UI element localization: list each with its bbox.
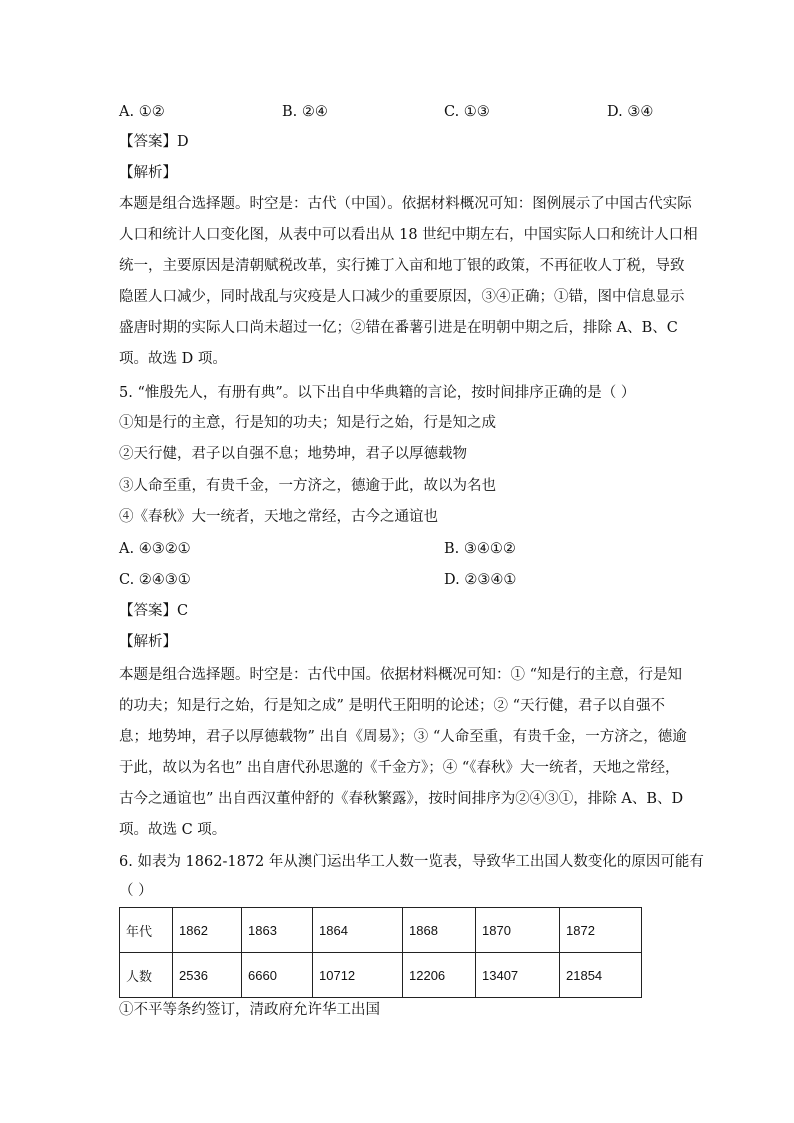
q4-option-d[interactable]: D. ③④: [607, 104, 654, 120]
q5-statement: ④《春秋》大一统者，天地之常经，古今之通谊也: [119, 509, 438, 525]
q5-stem: 5. “惟殷先人，有册有典”。以下出自中华典籍的言论，按时间排序正确的是（ ）: [119, 385, 636, 401]
q5-analysis-line: 息；地势坤，君子以厚德载物” 出自《周易》；③ “人命至重，有贵千金，一方济之，德逾: [119, 729, 687, 745]
table-cell: 13407: [476, 953, 560, 998]
q5-statement: ①知是行的主意，行是知的功夫；知是行之始，行是知之成: [119, 415, 496, 431]
q4-analysis-heading: 【解析】: [119, 165, 177, 181]
q4-analysis-line: 统一，主要原因是清朝赋税改革，实行摊丁入亩和地丁银的政策，不再征收人丁税，导致: [119, 258, 685, 274]
q5-statement: ②天行健，君子以自强不息；地势坤，君子以厚德载物: [119, 446, 467, 462]
q5-statement: ③人命至重，有贵千金，一方济之，德逾于此，故以为名也: [119, 478, 496, 494]
q4-option-c[interactable]: C. ①③: [444, 104, 490, 120]
q4-analysis-line: 盛唐时期的实际人口尚未超过一亿；②错在番薯引进是在明朝中期之后，排除 A、B、C: [119, 320, 678, 336]
q5-option-b[interactable]: B. ③④①②: [444, 541, 516, 557]
q5-option-d[interactable]: D. ②③④①: [444, 572, 517, 588]
q6-statement: ①不平等条约签订，清政府允许华工出国: [119, 1002, 380, 1018]
q5-analysis-line: 古今之通谊也” 出自西汉董仲舒的《春秋繁露》，按时间排序为②④③①，排除 A、B、D: [119, 791, 684, 807]
table-cell: 年代: [120, 908, 173, 953]
q4-analysis-line: 隐匿人口减少，同时战乱与灾疫是人口减少的重要原因，③④正确；①错，图中信息显示: [119, 289, 685, 305]
table-row: [120, 908, 642, 953]
q6-stem-bracket: （ ）: [119, 883, 153, 899]
table-cell: 1862: [173, 908, 242, 953]
q5-option-c[interactable]: C. ②④③①: [119, 572, 191, 588]
table-cell: 1863: [242, 908, 313, 953]
table-cell: 1872: [560, 908, 642, 953]
table-cell: 1868: [403, 908, 476, 953]
table-cell: 1870: [476, 908, 560, 953]
q4-option-a[interactable]: A. ①②: [119, 104, 165, 120]
table-cell: 10712: [313, 953, 403, 998]
q5-analysis-line: 项。故选 C 项。: [119, 822, 227, 838]
q5-analysis-heading: 【解析】: [119, 634, 177, 650]
q5-analysis-line: 于此，故以为名也” 出自唐代孙思邈的《千金方》；④ “《春秋》大一统者，天地之常经，: [119, 760, 680, 776]
q5-answer: 【答案】C: [119, 603, 189, 619]
table-cell: 6660: [242, 953, 313, 998]
q6-stem: 6. 如表为 1862-1872 年从澳门运出华工人数一览表，导致华工出国人数变化的原因可能有: [119, 854, 704, 870]
table-cell: 21854: [560, 953, 642, 998]
table-cell: 1864: [313, 908, 403, 953]
emigration-table: [119, 907, 642, 998]
table-row: [120, 953, 642, 998]
q4-analysis-line: 人口和统计人口变化图，从表中可以看出从 18 世纪中期左右，中国实际人口和统计人口相: [119, 227, 698, 243]
q4-analysis-line: 项。故选 D 项。: [119, 351, 227, 367]
table-cell: 人数: [120, 953, 173, 998]
q4-answer: 【答案】D: [119, 134, 189, 150]
q5-analysis-line: 的功夫；知是行之始，行是知之成” 是明代王阳明的论述；② “天行健，君子以自强不: [119, 698, 666, 714]
q5-option-a[interactable]: A. ④③②①: [119, 541, 191, 557]
q4-option-b[interactable]: B. ②④: [282, 104, 328, 120]
table-cell: 2536: [173, 953, 242, 998]
table-cell: 12206: [403, 953, 476, 998]
q5-analysis-line: 本题是组合选择题。时空是：古代中国。依据材料概况可知：① “知是行的主意，行是知: [119, 667, 683, 683]
q4-analysis-line: 本题是组合选择题。时空是：古代（中国）。依据材料概况可知：图例展示了中国古代实际: [119, 196, 692, 212]
